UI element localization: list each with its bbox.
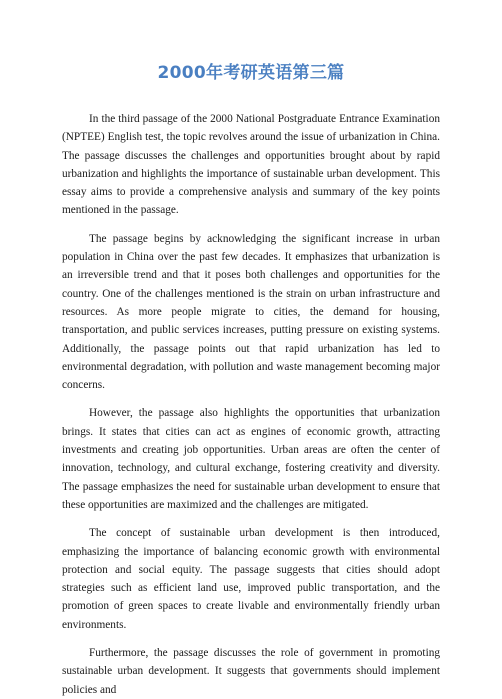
paragraph-3: However, the passage also highlights the opportunities that urbanization brings. It states that cities can act as engines of economic growth, attracting investments and creating job opportunities. Urban areas are often the center of innovation, technology, and cultural exchange, fostering creativity and diversity. The passage emphasizes the need for sustainable urban development to ensure that these opportunities are maximized and the challenges are mitigated. [62,407,440,511]
page-title: 2000年考研英语第三篇 [157,63,345,83]
paragraph-2: The passage begins by acknowledging the significant increase in urban population in China over the past few decades. It emphasizes that urbanization is an irreversible trend and that it poses both challenges and opportunities for the country. One of the challenges mentioned is the strain on urban infrastructure and resources. As more people migrate to cities, the demand for housing, transportation, and public services increases, putting pressure on existing systems. Additionally, the passage points out that rapid urbanization has led to environmental degradation, with pollution and waste management becoming major concerns. [62,232,440,392]
paragraph-4: The concept of sustainable urban development is then introduced, emphasizing the importance of balancing economic growth with environmental protection and social equity. The passage suggests that cities should adopt strategies such as efficient land use, improved public transportation, and the promotion of green spaces to create livable and environmentally friendly urban environments. [62,527,440,631]
paragraph-1: In the third passage of the 2000 National Postgraduate Entrance Examination (NPTEE) English test, the topic revolves around the issue of urbanization in China. The passage discusses the challenges and opportunities brought about by rapid urbanization and highlights the importance of sustainable urban development. This essay aims to provide a comprehensive analysis and summary of the key points mentioned in the passage. [62,113,440,217]
paragraph-5: Furthermore, the passage discusses the role of government in promoting sustainable urban development. It suggests that governments should implement policies and [62,647,440,696]
